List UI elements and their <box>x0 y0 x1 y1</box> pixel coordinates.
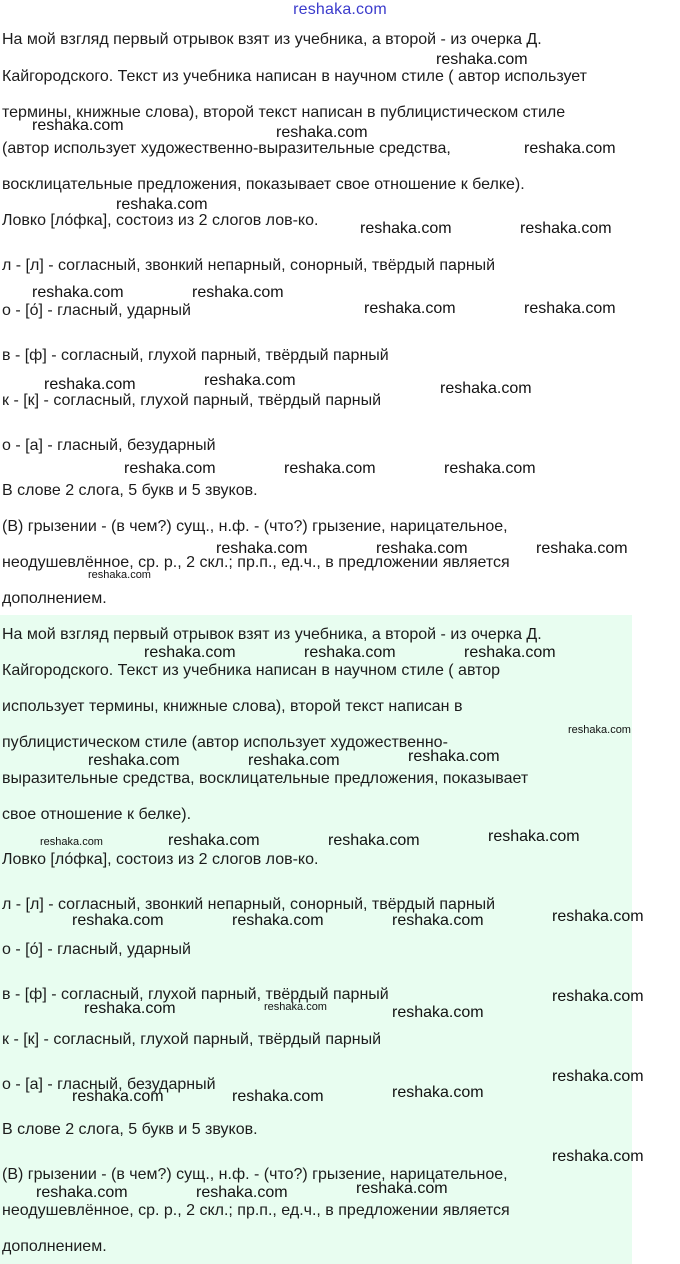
text-line: к - [к] - согласный, глухой парный, твёрдый парный <box>2 1031 382 1048</box>
text-line: дополнением. <box>2 590 107 607</box>
watermark: reshaka.com <box>264 1001 327 1013</box>
watermark: reshaka.com <box>72 1088 164 1105</box>
watermark: reshaka.com <box>88 569 151 581</box>
watermark: reshaka.com <box>392 912 484 929</box>
text-line: дополнением. <box>2 1238 107 1255</box>
watermark: reshaka.com <box>524 140 616 157</box>
watermark: reshaka.com <box>72 912 164 929</box>
text-line: неодушевлённое, ср. р., 2 скл.; пр.п., ед.ч., в предложении является <box>2 554 510 571</box>
watermark: reshaka.com <box>536 540 628 557</box>
text-line: к - [к] - согласный, глухой парный, твёрдый парный <box>2 392 382 409</box>
text-line: (В) грызении - (в чем?) сущ., н.ф. - (что?) грызение, нарицательное, <box>2 518 508 535</box>
text-line: термины, книжные слова), второй текст написан в публицистическом стиле <box>2 104 566 121</box>
watermark: reshaka.com <box>32 284 124 301</box>
watermark: reshaka.com <box>36 1184 128 1201</box>
watermark: reshaka.com <box>124 460 216 477</box>
text-line: Ловко [ло́фка], состоиз из 2 слогов лов-ко. <box>2 851 319 868</box>
text-line: свое отношение к белке). <box>2 806 192 823</box>
watermark: reshaka.com <box>196 1184 288 1201</box>
text-line: использует термины, книжные слова), второй текст написан в <box>2 698 463 715</box>
text-line: На мой взгляд первый отрывок взят из учебника, а второй - из очерка Д. <box>2 626 542 643</box>
watermark: reshaka.com <box>328 832 420 849</box>
watermark: reshaka.com <box>40 836 103 848</box>
text-line: Ловко [ло́фка], состоиз из 2 слогов лов-ко. <box>2 212 319 229</box>
text-line: л - [л] - согласный, звонкий непарный, сонорный, твёрдый парный <box>2 896 496 913</box>
text-line: Кайгородского. Текст из учебника написан в научном стиле ( автор использует <box>2 68 587 85</box>
watermark: reshaka.com <box>204 372 296 389</box>
site-header[interactable]: reshaka.com <box>293 1 387 18</box>
watermark: reshaka.com <box>360 220 452 237</box>
watermark: reshaka.com <box>192 284 284 301</box>
watermark: reshaka.com <box>248 752 340 769</box>
text-line: л - [л] - согласный, звонкий непарный, сонорный, твёрдый парный <box>2 257 496 274</box>
text-line: выразительные средства, восклицательные предложения, показывает <box>2 770 529 787</box>
answer-section-2 <box>0 615 632 1264</box>
watermark: reshaka.com <box>304 644 396 661</box>
watermark: reshaka.com <box>232 912 324 929</box>
watermark: reshaka.com <box>32 117 124 134</box>
watermark: reshaka.com <box>568 724 631 736</box>
text-line: восклицательные предложения, показывает свое отношение к белке). <box>2 176 525 193</box>
watermark: reshaka.com <box>144 644 236 661</box>
watermark: reshaka.com <box>524 300 616 317</box>
text-line: неодушевлённое, ср. р., 2 скл.; пр.п., ед.ч., в предложении является <box>2 1202 510 1219</box>
watermark: reshaka.com <box>552 908 644 925</box>
text-line: о - [а] - гласный, безударный <box>2 1076 216 1093</box>
watermark: reshaka.com <box>216 540 308 557</box>
watermark: reshaka.com <box>168 832 260 849</box>
text-line: о - [о́] - гласный, ударный <box>2 941 191 958</box>
watermark: reshaka.com <box>520 220 612 237</box>
watermark: reshaka.com <box>444 460 536 477</box>
watermark: reshaka.com <box>232 1088 324 1105</box>
watermark: reshaka.com <box>392 1004 484 1021</box>
text-line: (В) грызении - (в чем?) сущ., н.ф. - (что?) грызение, нарицательное, <box>2 1166 508 1183</box>
text-line: В слове 2 слога, 5 букв и 5 звуков. <box>2 1121 258 1138</box>
text-line: о - [а] - гласный, безударный <box>2 437 216 454</box>
watermark: reshaka.com <box>364 300 456 317</box>
text-line: На мой взгляд первый отрывок взят из учебника, а второй - из очерка Д. <box>2 31 542 48</box>
watermark: reshaka.com <box>408 748 500 765</box>
watermark: reshaka.com <box>116 196 208 213</box>
watermark: reshaka.com <box>84 1000 176 1017</box>
watermark: reshaka.com <box>464 644 556 661</box>
text-line: В слове 2 слога, 5 букв и 5 звуков. <box>2 482 258 499</box>
watermark: reshaka.com <box>552 1068 644 1085</box>
watermark: reshaka.com <box>276 124 368 141</box>
watermark: reshaka.com <box>356 1180 448 1197</box>
text-line: в - [ф] - согласный, глухой парный, твёрдый парный <box>2 986 389 1003</box>
watermark: reshaka.com <box>552 1148 644 1165</box>
watermark: reshaka.com <box>436 51 528 68</box>
watermark: reshaka.com <box>392 1084 484 1101</box>
watermark: reshaka.com <box>44 376 136 393</box>
watermark: reshaka.com <box>488 828 580 845</box>
text-line: публицистическом стиле (автор использует художественно- <box>2 734 448 751</box>
text-line: (автор использует художественно-выразительные средства, <box>2 140 451 157</box>
watermark: reshaka.com <box>552 988 644 1005</box>
watermark: reshaka.com <box>88 752 180 769</box>
text-line: о - [о́] - гласный, ударный <box>2 302 191 319</box>
watermark: reshaka.com <box>440 380 532 397</box>
watermark: reshaka.com <box>284 460 376 477</box>
watermark: reshaka.com <box>376 540 468 557</box>
text-line: Кайгородского. Текст из учебника написан в научном стиле ( автор <box>2 662 501 679</box>
text-line: в - [ф] - согласный, глухой парный, твёрдый парный <box>2 347 389 364</box>
